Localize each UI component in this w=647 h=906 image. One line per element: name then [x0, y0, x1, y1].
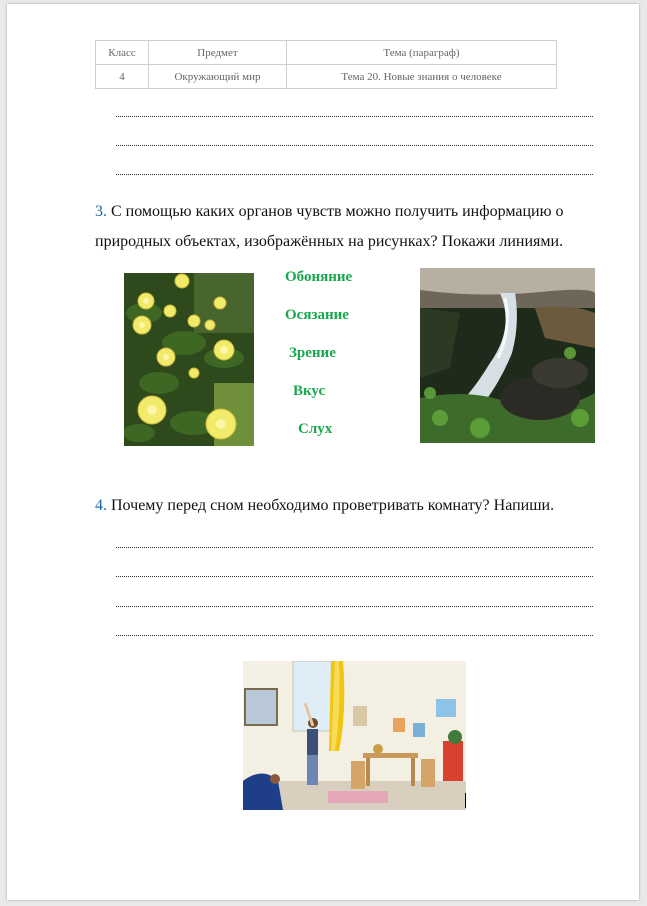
header-col-topic: Тема (параграф) — [287, 41, 557, 65]
answer-line[interactable] — [116, 546, 593, 548]
header-cell-topic: Тема 20. Новые знания о человеке — [287, 65, 557, 89]
answer-line[interactable] — [116, 115, 593, 117]
lesson-header-table — [95, 40, 557, 89]
text-cursor — [465, 793, 466, 808]
question-3 — [95, 197, 615, 257]
header-col-subject: Предмет — [149, 41, 287, 65]
sense-smell: Обоняние — [285, 269, 353, 285]
answer-line[interactable] — [116, 634, 593, 636]
question-3-text: С помощью каких органов чувств можно получить информацию о природных объектах, изображённых на рисунках? Покажи линиями. — [95, 203, 564, 250]
question-4 — [95, 491, 615, 521]
sense-touch: Осязание — [285, 307, 349, 323]
header-cell-class: 4 — [96, 65, 149, 89]
question-4-number: 4. — [95, 497, 107, 514]
header-cell-subject: Окружающий мир — [149, 65, 287, 89]
answer-line[interactable] — [116, 144, 593, 146]
sense-hearing: Слух — [298, 421, 333, 437]
sense-taste: Вкус — [293, 383, 326, 399]
header-col-class: Класс — [96, 41, 149, 65]
question-3-number: 3. — [95, 203, 107, 220]
answer-line[interactable] — [116, 605, 593, 607]
waterfall-image — [420, 268, 595, 443]
yellow-roses-image — [124, 273, 254, 446]
answer-line[interactable] — [116, 173, 593, 175]
answer-line[interactable] — [116, 575, 593, 577]
child-room-image — [243, 661, 466, 810]
sense-sight: Зрение — [289, 345, 336, 361]
question-4-text: Почему перед сном необходимо проветривать комнату? Напиши. — [107, 497, 555, 514]
